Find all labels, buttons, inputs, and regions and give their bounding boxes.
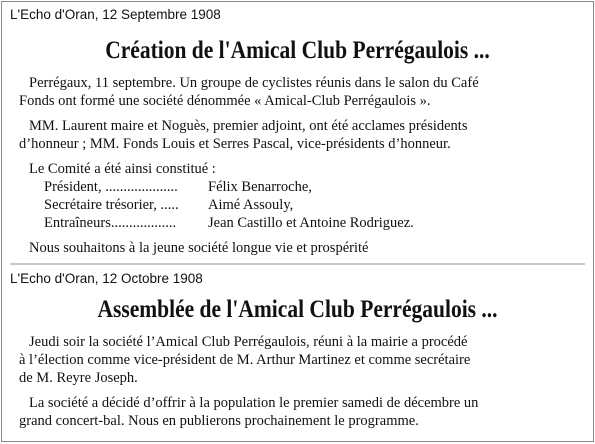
- article1-p2-line-1: MM. Laurent maire et Noguès, premier adjoint, ont été acclames présidents: [29, 118, 468, 134]
- article2-p1-line-2: à l’élection comme vice-président de M. Arthur Martinez et comme secrétaire: [19, 352, 471, 368]
- article1-headline: Création de l'Amical Club Perrégaulois ...: [105, 37, 490, 64]
- comite-role: Secrétaire trésorier, .....: [44, 197, 179, 213]
- article1-p2-line-2: d’honneur ; MM. Fonds Louis et Serres Pascal, vice-présidents d’honneur.: [19, 136, 451, 152]
- article2-p2-line-1: La société a décidé d’offrir à la population le premier samedi de décembre un: [29, 395, 479, 411]
- newspaper-clipping-page: [1, 1, 594, 442]
- article2-paragraph-1: [2, 333, 593, 387]
- comite-role: Président, ....................: [44, 179, 178, 195]
- article-divider: [10, 263, 585, 265]
- article2-headline: Assemblée de l'Amical Club Perrégaulois ...: [97, 296, 498, 323]
- comite-row: [2, 178, 593, 196]
- article2-body: [2, 333, 593, 430]
- article2-p2-line-2: grand concert-bal. Nous en publierons prochainement le programme.: [19, 413, 419, 429]
- article2-source: L'Echo d'Oran, 12 Octobre 1908: [10, 271, 203, 286]
- article1-source: L'Echo d'Oran, 12 Septembre 1908: [10, 7, 221, 22]
- comite-intro: Le Comité a été ainsi constitué :: [29, 161, 216, 177]
- article1-paragraph-2: [2, 117, 593, 153]
- article1-p1-line-2: Fonds ont formé une société dénommée « Amical-Club Perrégaulois ».: [19, 93, 431, 109]
- article1-p1-line-1: Perrégaux, 11 septembre. Un groupe de cyclistes réunis dans le salon du Café: [29, 75, 479, 91]
- article1-body: [2, 74, 593, 257]
- comite-role: Entraîneurs..................: [44, 215, 177, 231]
- article1-paragraph-1: [2, 74, 593, 110]
- comite-row: [2, 214, 593, 232]
- article1-closing: Nous souhaitons à la jeune société longue vie et prospérité: [29, 240, 369, 256]
- article1-comite: [2, 160, 593, 232]
- comite-row: [2, 196, 593, 214]
- comite-member-name: Félix Benarroche,: [208, 179, 312, 195]
- article2-p1-line-1: Jeudi soir la société l’Amical Club Perrégaulois, réuni à la mairie a procédé: [29, 334, 468, 350]
- comite-member-name: Jean Castillo et Antoine Rodriguez.: [208, 215, 414, 231]
- article2-paragraph-2: [2, 394, 593, 430]
- article2-p1-line-3: de M. Reyre Joseph.: [19, 370, 138, 386]
- comite-member-name: Aimé Assouly,: [208, 197, 294, 213]
